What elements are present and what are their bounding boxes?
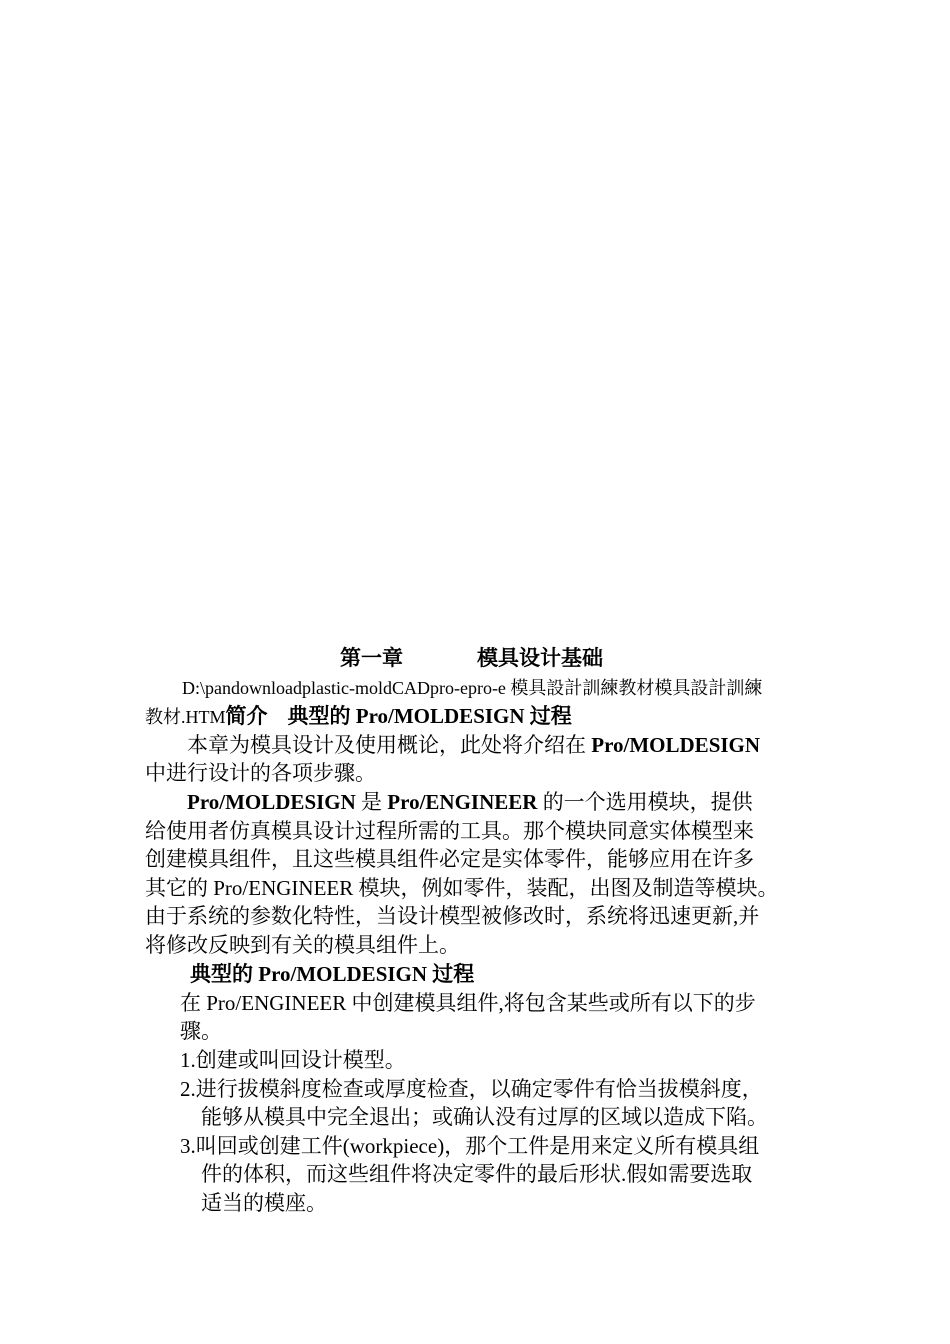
- paragraph-2-line-4: 其它的 Pro/ENGINEER 模块，例如零件，装配，出图及制造等模块。: [145, 876, 779, 900]
- step-3-line-3: 适当的模座。: [201, 1191, 327, 1215]
- step-2-line-1: 2.进行拔模斜度检查或厚度检查，以确定零件有恰当拔模斜度，: [180, 1077, 763, 1101]
- paragraph-2-line-1: Pro/MOLDESIGN 是 Pro/ENGINEER 的一个选用模块，提供: [187, 790, 753, 814]
- intro-heading: 简介: [225, 704, 268, 728]
- chapter-name: 模具设计基础: [477, 646, 603, 670]
- paragraph-2-line-5: 由于系统的参数化特性，当设计模型被修改时，系统将迅速更新,并: [145, 904, 760, 928]
- source-path-line: D:\pandownloadplastic-moldCADpro-epro-e 模具設計訓練教材模具設計訓練: [182, 678, 763, 698]
- step-2-line-2: 能够从模具中完全退出；或确认没有过厚的区域以造成下陷。: [201, 1105, 768, 1129]
- paragraph-2-line-6: 将修改反映到有关的模具组件上。: [145, 933, 460, 957]
- paragraph-1-line-2: 中进行设计的各项步骤。: [145, 761, 376, 785]
- step-3-line-1: 3.叫回或创建工件(workpiece)，那个工件是用来定义所有模具组: [180, 1134, 760, 1158]
- paragraph-1-line-1: 本章为模具设计及使用概论，此处将介绍在 Pro/MOLDESIGN: [187, 733, 761, 757]
- section-heading: 典型的 Pro/MOLDESIGN 过程: [190, 962, 475, 986]
- paragraph-2-line-2: 给使用者仿真模具设计过程所需的工具。那个模块同意实体模型来: [145, 819, 754, 843]
- intro-subheading: 典型的 Pro/MOLDESIGN 过程: [287, 704, 572, 728]
- section-intro-line-1: 在 Pro/ENGINEER 中创建模具组件,将包含某些或所有以下的步: [180, 991, 756, 1015]
- step-1: 1.创建或叫回设计模型。: [180, 1048, 406, 1072]
- section-intro-line-2: 骤。: [180, 1019, 222, 1043]
- paragraph-2-line-3: 创建模具组件，且这些模具组件必定是实体零件，能够应用在许多: [145, 847, 754, 871]
- chapter-number: 第一章: [340, 646, 403, 670]
- section-intro-line: 教材.HTM简介 典型的 Pro/MOLDESIGN 过程: [145, 704, 572, 728]
- step-3-line-2: 件的体积，而这些组件将决定零件的最后形状.假如需要选取: [201, 1162, 753, 1186]
- chapter-title: [340, 643, 603, 673]
